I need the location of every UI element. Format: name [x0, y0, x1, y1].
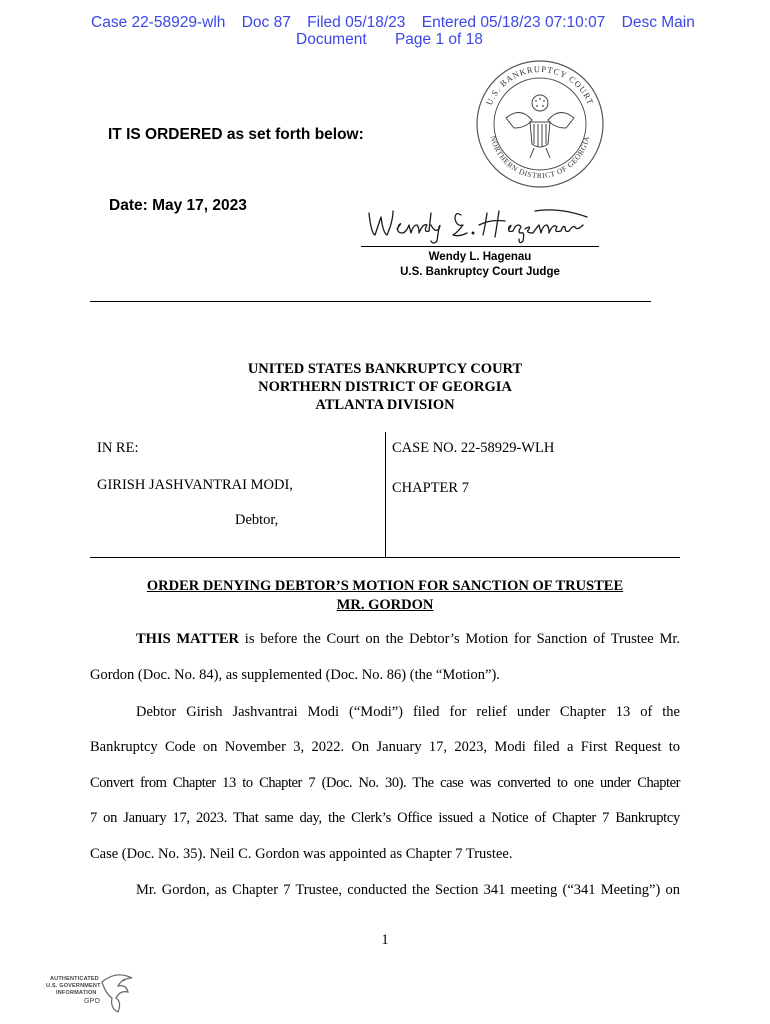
ecf-header-line1	[91, 14, 695, 32]
gpo-line-1: AUTHENTICATED	[50, 976, 99, 982]
paragraph-1-line-1-text	[136, 631, 680, 648]
caption-case-number: CASE NO. 22-58929-WLH	[392, 440, 555, 456]
paragraph-2-line-1: Debtor Girish Jashvantrai Modi (“Modi”) filed for relief under Chapter 13 of the	[136, 704, 680, 720]
gpo-line-2: U.S. GOVERNMENT	[46, 983, 101, 989]
paragraph-2-line-2: Bankruptcy Code on November 3, 2022. On January 17, 2023, Modi filed a First Request to	[90, 739, 680, 755]
caption-divider-vertical	[385, 432, 386, 557]
header-desc: Desc Main	[621, 14, 695, 31]
paragraph-1-line-1-rest: is before the Court on the Debtor’s Motion for Sanction of Trustee Mr.	[239, 631, 680, 647]
caption-chapter: CHAPTER 7	[392, 480, 469, 496]
gpo-authentication-logo	[44, 972, 134, 1016]
header-doc-number: Doc 87	[241, 14, 291, 31]
paragraph-1-line-2: Gordon (Doc. No. 84), as supplemented (Doc. No. 86) (the “Motion”).	[90, 667, 500, 683]
svg-text:U.S. BANKRUPTCY COURT: U.S. BANKRUPTCY COURT	[483, 63, 597, 107]
paragraph-2-line-3: Convert from Chapter 13 to Chapter 7 (Doc. No. 30). The case was converted to one under Chapter	[90, 775, 680, 791]
gpo-line-3: INFORMATION	[56, 990, 97, 996]
section-divider	[90, 301, 651, 302]
svg-text:NORTHERN DISTRICT OF GEORGIA: NORTHERN DISTRICT OF GEORGIA	[488, 134, 592, 181]
caption-debtor-label: Debtor,	[235, 512, 279, 528]
judge-name: Wendy L. Hagenau	[428, 251, 532, 263]
paragraph-1-lead: THIS MATTER	[136, 631, 240, 647]
order-date: Date: May 17, 2023	[109, 197, 247, 214]
caption-divider-horizontal	[90, 557, 680, 558]
court-division: ATLANTA DIVISION	[315, 397, 455, 413]
court-seal-image	[474, 58, 606, 190]
caption-debtor-name: GIRISH JASHVANTRAI MODI,	[97, 477, 293, 493]
paragraph-1-line-1	[136, 631, 680, 648]
order-title-line2: MR. GORDON	[336, 597, 434, 613]
court-name: UNITED STATES BANKRUPTCY COURT	[247, 361, 523, 377]
judge-signature-image	[363, 203, 603, 247]
gpo-eagle-icon	[98, 972, 138, 1016]
header-document-label: Document	[296, 31, 367, 48]
header-filed-date: Filed 05/18/23	[307, 14, 406, 31]
header-entered-date: Entered 05/18/23 07:10:07	[421, 14, 606, 31]
gpo-mark: GPO	[84, 998, 101, 1005]
ecf-header-line2	[296, 31, 483, 49]
header-case-number: Case 22-58929-wlh	[91, 14, 226, 31]
court-district: NORTHERN DISTRICT OF GEORGIA	[258, 379, 512, 395]
header-page-count: Page 1 of 18	[394, 31, 483, 48]
ordered-statement: IT IS ORDERED as set forth below:	[108, 126, 364, 143]
signature-line	[361, 246, 599, 247]
paragraph-3-line-1: Mr. Gordon, as Chapter 7 Trustee, conducted the Section 341 meeting (“341 Meeting”) on	[136, 882, 680, 898]
judge-title: U.S. Bankruptcy Court Judge	[400, 266, 560, 278]
page-number: 1	[381, 932, 389, 948]
order-title-line1: ORDER DENYING DEBTOR’S MOTION FOR SANCTION OF TRUSTEE	[146, 578, 624, 594]
paragraph-2-line-4: 7 on January 17, 2023. That same day, the Clerk’s Office issued a Notice of Chapter 7 Bankruptcy	[90, 810, 680, 826]
paragraph-2-line-5: Case (Doc. No. 35). Neil C. Gordon was appointed as Chapter 7 Trustee.	[90, 846, 513, 862]
caption-in-re: IN RE:	[97, 440, 139, 456]
